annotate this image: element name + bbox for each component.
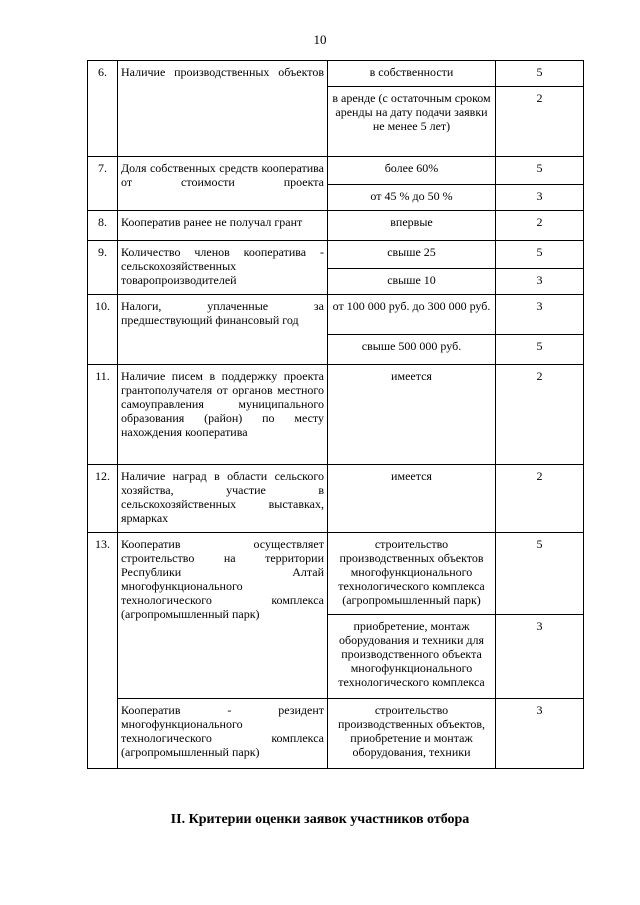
points-value: 5 [496,533,584,615]
criterion-text: Наличие писем в поддержку проекта грантополучателя от органов местного самоуправления муниципального образования (район) по месту нахождения кооператива [118,365,328,465]
table-row [88,465,584,533]
value-text: свыше 10 [328,269,496,295]
criterion-text: Налоги, уплаченные за предшествующий финансовый год [118,295,328,365]
criterion-text: Наличие наград в области сельского хозяйства, участие в сельскохозяйственных выставках, ярмарках [118,465,328,533]
row-number: 13. [88,533,118,769]
row-number: 11. [88,365,118,465]
points-value: 5 [496,335,584,365]
row-number: 9. [88,241,118,295]
criterion-text: Количество членов кооператива - сельскохозяйственных товаропроизводителей [118,241,328,295]
points-value: 2 [496,365,584,465]
table-row [88,157,584,185]
points-value: 5 [496,241,584,269]
points-value: 2 [496,211,584,241]
table-row [88,295,584,335]
criterion-text: Кооператив осуществляет строительство на территории Республики Алтай многофункционального технологического комплекса (агропромышленный парк) [118,533,328,699]
value-text: в аренде (с остаточным сроком аренды на дату подачи заявки не менее 5 лет) [328,87,496,157]
criterion-text: Наличие производственных объектов [118,61,328,157]
points-value: 3 [496,185,584,211]
value-text: от 100 000 руб. до 300 000 руб. [328,295,496,335]
criterion-text: Доля собственных средств кооператива от стоимости проекта [118,157,328,211]
points-value: 3 [496,269,584,295]
points-value: 3 [496,699,584,769]
value-text: свыше 500 000 руб. [328,335,496,365]
row-number: 10. [88,295,118,365]
row-number: 7. [88,157,118,211]
points-value: 3 [496,295,584,335]
table-row [88,211,584,241]
row-number: 12. [88,465,118,533]
value-text: впервые [328,211,496,241]
value-text: строительство производственных объектов многофункционального технологического комплекса (агропромышленный парк) [328,533,496,615]
page-number: 10 [313,32,327,47]
points-value: 3 [496,615,584,699]
table-row [88,533,584,615]
points-value: 5 [496,61,584,87]
value-text: более 60% [328,157,496,185]
table-row [88,241,584,269]
value-text: от 45 % до 50 % [328,185,496,211]
value-text: имеется [328,365,496,465]
row-number: 6. [88,61,118,157]
points-value: 2 [496,465,584,533]
table-row [88,699,584,769]
criterion-text: Кооператив ранее не получал грант [118,211,328,241]
value-text: свыше 25 [328,241,496,269]
points-value: 2 [496,87,584,157]
section-title: II. Критерии оценки заявок участников отбора [170,812,470,827]
value-text: приобретение, монтаж оборудования и техники для производственного объекта многофункционального технологического комплекса [328,615,496,699]
criteria-table [87,60,584,769]
value-text: в собственности [328,61,496,87]
table-row [88,61,584,87]
points-value: 5 [496,157,584,185]
row-number: 8. [88,211,118,241]
table-row [88,365,584,465]
value-text: имеется [328,465,496,533]
value-text: строительство производственных объектов, приобретение и монтаж оборудования, техники [328,699,496,769]
criterion-text: Кооператив - резидент многофункционального технологического комплекса (агропромышленный парк) [118,699,328,769]
